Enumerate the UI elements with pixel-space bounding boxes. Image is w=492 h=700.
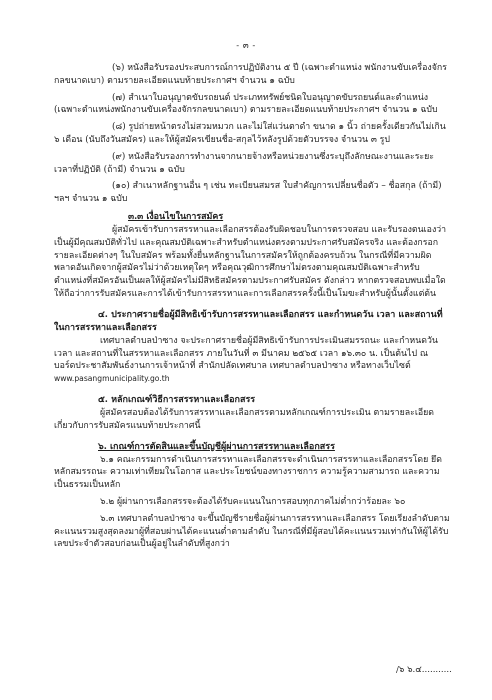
section-heading-3-3: ๓.๓ เงื่อนไขในการสมัคร: [128, 211, 224, 222]
section-heading-4: ๔. ประกาศรายชื่อผู้มีสิทธิเข้ารับการสรรหาและเลือกสรร และกำหนดวัน เวลา และสถานที่ในการสรรหาและเลือกสรร: [54, 309, 443, 333]
paragraph-item-9: (๙) หนังสือรับรองการทำงานจากนายจ้างหรือหน่วยงานซึ่งระบุถึงลักษณะงานและระยะเวลาที่ปฏิบัติ (ถ้ามี) จำนวน ๑ ฉบับ: [54, 151, 435, 175]
paragraph-item-8: (๘) รูปถ่ายหน้าตรงไม่สวมหมวก และไม่ใส่แว่นตาดำ ขนาด ๑ นิ้ว ถ่ายครั้งเดียวกันไม่เกิน ๖ เดือน (นับถึงวันสมัคร) และให้ผู้สมัครเขียนชื่อ-สกุลไว้หลังรูปด้วยตัวบรรจง จำนวน ๓ รูป: [54, 122, 446, 145]
document-body: [54, 62, 450, 551]
section-heading-5: ๕. หลักเกณฑ์วิธีการสรรหาและเลือกสรร: [98, 394, 256, 405]
paragraph-application-conditions: ผู้สมัครเข้ารับการสรรหาและเลือกสรรต้องรับผิดชอบในการตรวจสอบ และรับรองตนเองว่าเป็นผู้มีคุณสมบัติทั่วไป และคุณสมบัติเฉพาะสำหรับตำแหน่งตรงตามประกาศรับสมัครจริง และต้องกรอกรายละเอียดต่างๆ ในใบสมัคร พร้อมทั้งยื่นหลักฐานในการสมัครให้ถูกต้องครบถ้วน ในกรณีที่มีความผิดพลาดอันเกิดจากผู้สมัครไม่ว่าด้วยเหตุใดๆ หรือคุณวุฒิการศึกษาไม่ตรงตามคุณสมบัติเฉพาะสำหรับตำแหน่งที่สมัครอันเป็นผลให้ผู้สมัครไม่มีสิทธิสมัครตามประกาศรับสมัคร ดังกล่าว หากตรวจสอบพบเมื่อใด ให้ถือว่าการรับสมัครและการได้เข้ารับการสรรหาและการเลือกสรรครั้งนี้เป็นโมฆะสำหรับผู้นั้นตั้งแต่ต้น: [54, 224, 447, 299]
paragraph-6-1: ๖.๑ คณะกรรมการดำเนินการสรรหาและเลือกสรรจะดำเนินการสรรหาและเลือกสรรโดย ยึดหลักสมรรถนะ ความเท่าเทียมในโอกาส และประโยชน์ของทางราชการ ความรู้ความสามารถ และความเป็นธรรมเป็นหลัก: [54, 454, 442, 491]
paragraph-item-7: (๗) สำเนาใบอนุญาตขับรถยนต์ ประเภททรัพย์ชนิดใบอนุญาตขับรถยนต์และตำแหน่ง (เฉพาะตำแหน่งพนักงานขับเครื่องจักรกลขนาดเบา) ตามรายละเอียดแนบท้ายประกาศฯ จำนวน ๑ ฉบับ: [54, 92, 438, 116]
page-number: - ๓ -: [236, 41, 256, 51]
paragraph-6-2: ๖.๒ ผู้ผ่านการเลือกสรรจะต้องได้รับคะแนนในการสอบทุกภาคไม่ต่ำกว่าร้อยละ ๖๐: [100, 496, 406, 507]
website-url: www.pasangmunicipality.go.th: [54, 374, 170, 384]
paragraph-item-6: (๖) หนังสือรับรองประสบการณ์การปฏิบัติงาน ๕ ปี (เฉพาะตำแหน่ง พนักงานขับเครื่องจักรกลขนาดเบา) ตามรายละเอียดแนบท้ายประกาศฯ จำนวน ๑ ฉบับ: [54, 63, 447, 86]
paragraph-criteria: ผู้สมัครสอบต้องได้รับการสรรหาและเลือกสรรตามหลักเกณฑ์การประเมิน ตามรายละเอียดเกี่ยวกับการรับสมัครแนบท้ายประกาศนี้: [54, 407, 435, 431]
section-heading-6: ๖. เกณฑ์การตัดสินและขึ้นบัญชีผู้ผ่านการสรรหาและเลือกสรร: [98, 441, 335, 452]
paragraph-item-10: (๑๐) สำเนาหลักฐานอื่น ๆ เช่น ทะเบียนสมรส ใบสำคัญการเปลี่ยนชื่อตัว – ชื่อสกุล (ถ้ามี) ฯลฯ จำนวน ๑ ฉบับ: [54, 181, 442, 205]
paragraph-announcement: เทศบาลตำบลป่าซาง จะประกาศรายชื่อผู้มีสิทธิเข้ารับการประเมินสมรรถนะ และกำหนดวัน เวลา และสถานที่ในสรรหาและเลือกสรร ภายในวันที่ ๓ มีนาคม ๒๕๖๕ เวลา ๑๖.๓๐ น. เป็นต้นไป ณ บอร์ดประชาสัมพันธ์งานการเจ้าหน้าที่ สำนักปลัดเทศบาล เทศบาลตำบลป่าซาง หรือทางเว็บไซต์: [54, 335, 438, 372]
continuation-marker: /๖ ๖.๔...........: [396, 665, 452, 675]
paragraph-6-3: ๖.๓ เทศบาลตำบลป่าซาง จะขึ้นบัญชีรายชื่อผู้ผ่านการสรรหาและเลือกสรร โดยเรียงลำดับตามคะแนนรวมสูงสุดลงมาผู้ที่สอบผ่านได้คะแนนต่ำตามลำดับ ในกรณีที่มีผู้สอบได้คะแนนรวมเท่ากันให้ผู้ได้รับเลขประจำตัวสอบก่อนเป็นผู้อยู่ในลำดับที่สูงกว่า: [54, 513, 450, 550]
